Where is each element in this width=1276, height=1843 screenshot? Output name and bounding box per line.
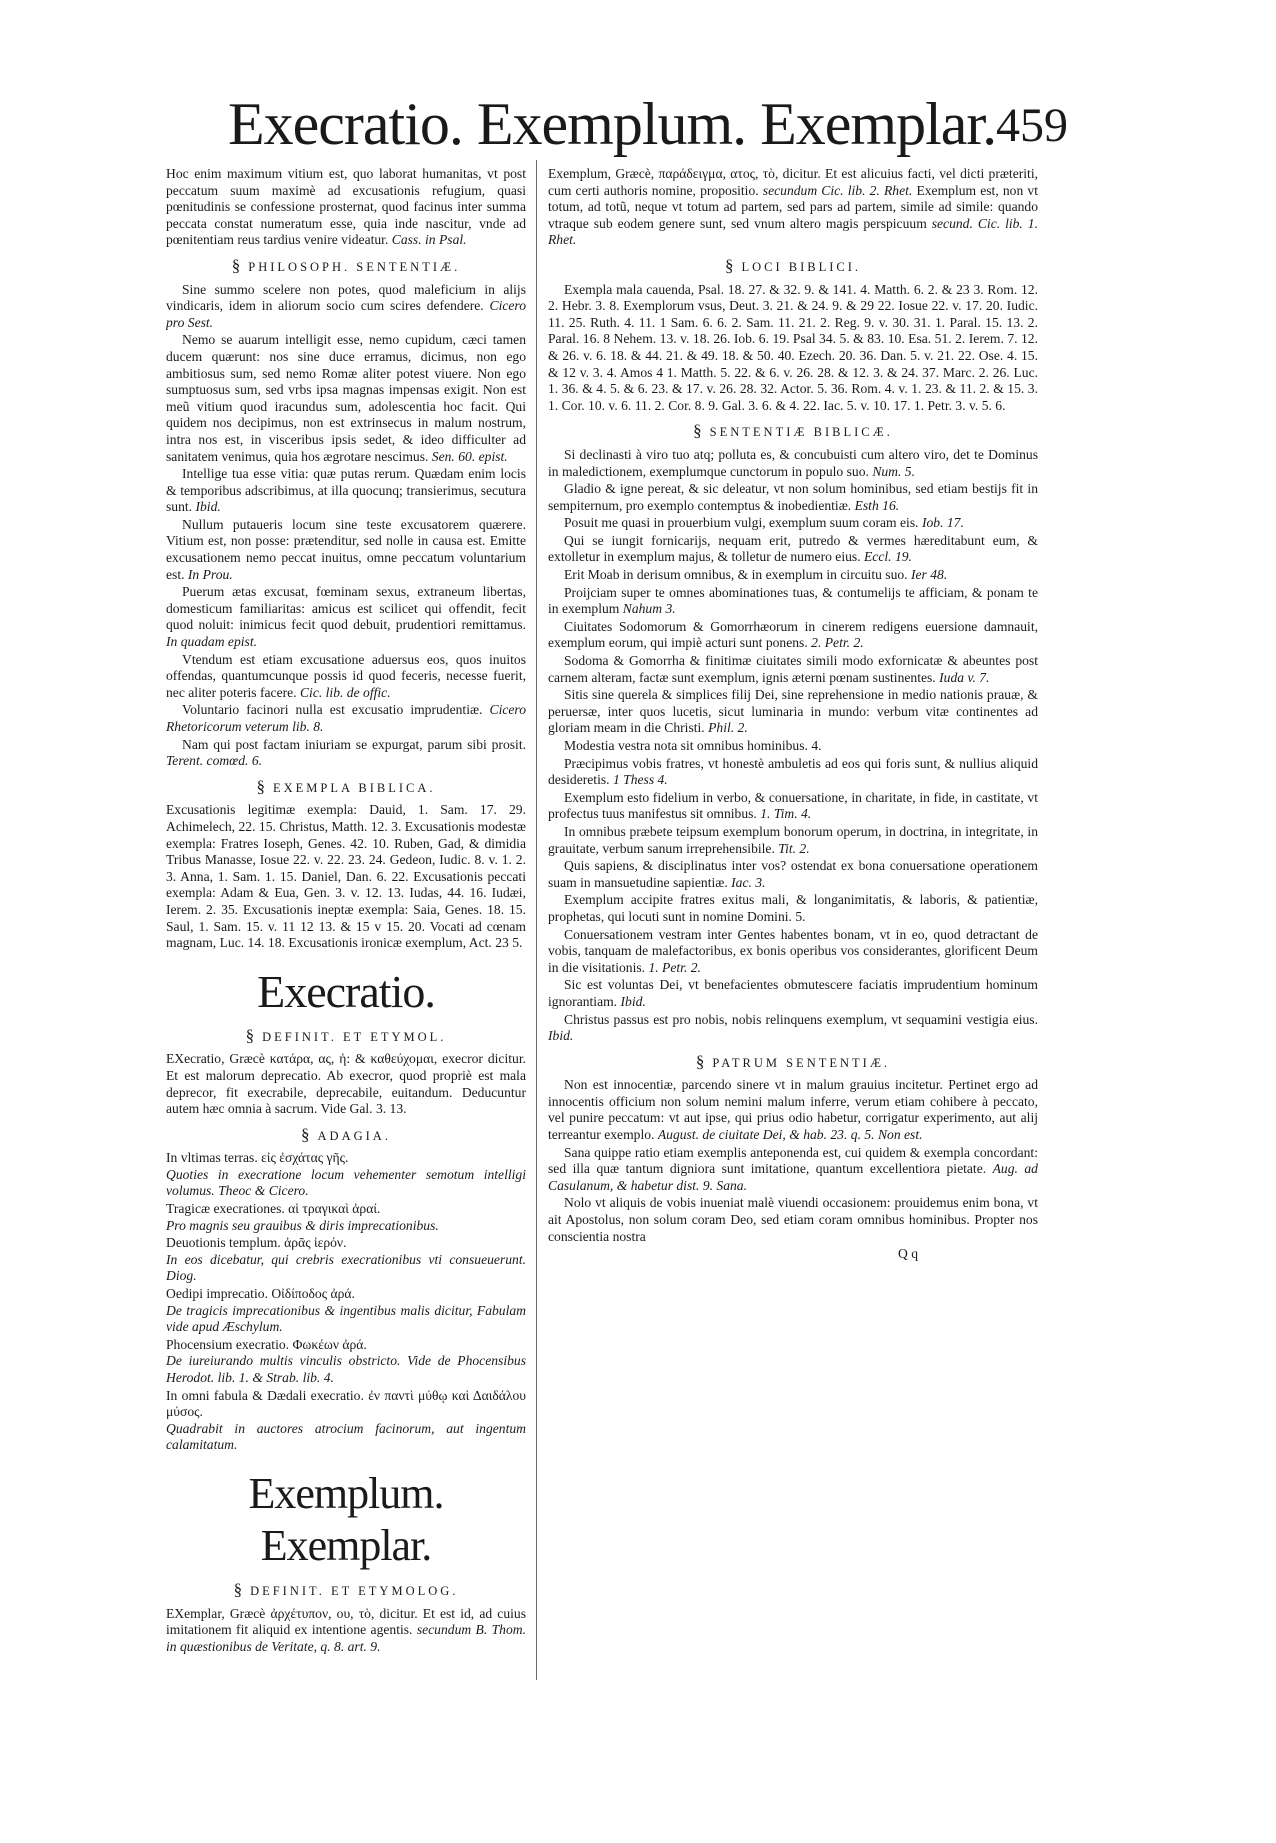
paragraph: In omnibus præbete teipsum exemplum bonorum operum, in doctrina, in integritate, in grauitate, verbum sanum irreprehensibile. Tit. 2. <box>548 823 1038 856</box>
left-column <box>166 166 526 1746</box>
adage: Deuotionis templum. ἀρᾶς ἱερόν. In eos dicebatur, qui crebris execrationibus vti consueuerunt. Diog. <box>166 1235 526 1284</box>
paragraph: Exemplum, Græcè, παράδειγμα, ατος, τὸ, dicitur. Et est alicuius facti, vel dicti præteriti, cum certi authoris nomine, propositio. secundum Cic. lib. 2. Rhet. Exemplum est, non vt totum, ad totũ, neque vt totum ad partem, sed pars ad partem, simile ad simile: quando vtraque sub eodem genere sunt, sed vnum altero magis perspicuum secund. Cic. lib. 1. Rhet. <box>548 166 1038 248</box>
paragraph: Ciuitates Sodomorum & Gomorrhæorum in cinerem redigens euersione damnauit, exemplum eorum, qui impiè acturi sunt ponens. 2. Petr. 2. <box>548 618 1038 651</box>
right-column <box>548 166 1038 1816</box>
column-rule <box>536 160 537 1680</box>
paragraph: EXemplar, Græcè ἀρχέτυπον, ου, τὸ, dicitur. Et est id, ad cuius imitationem fit aliquid ex intentione agentis. secundum B. Thom. in quæstionibus de Veritate, q. 8. art. 9. <box>166 1605 526 1654</box>
paragraph: Præcipimus vobis fratres, vt honestè ambuletis ad eos qui foris sunt, & nullius aliquid desideretis. 1 Thess 4. <box>548 755 1038 788</box>
section-heading-exempla: § EXEMPLA BIBLICA. <box>256 776 436 796</box>
entry-title-exemplum: Exemplum. Exemplar. <box>248 1468 444 1570</box>
section-heading-philosoph: § PHILOSOPH. SENTENTIÆ. <box>231 255 461 275</box>
paragraph: Voluntario facinori nulla est excusatio imprudentiæ. Cicero Rhetoricorum veterum lib. 8. <box>166 702 526 734</box>
adage: Tragicæ execrationes. αἱ τραγικαὶ ἀραί. Pro magnis seu grauibus & diris imprecationibus. <box>166 1201 439 1233</box>
section-heading-definit2: § DEFINIT. ET ETYMOLOG. <box>233 1579 459 1599</box>
paragraph: Hoc enim maximum vitium est, quo laborat humanitas, vt post peccatum suum maximè ad excusationis refugium, quasi pœnitudinis se confessione prosternat, quod facinus inter summa peccata constat numeratum esse, quia inde nascitur, vnde ad pœnitentiam reus tardius venire videatur. Cass. in Psal. <box>166 166 526 248</box>
paragraph: Nullum putaueris locum sine teste excusatorem quærere. Vitium est, non posse: prætenditur, sed nolle in causa est. Emitte excusationem nemo peccat inuitus, omne peccatum voluntarium est. In Prou. <box>166 516 526 582</box>
section-mark-icon: § <box>724 255 734 275</box>
running-title: Execratio. Exemplum. Exemplar. <box>228 91 997 157</box>
page-number: 459 <box>996 99 1068 152</box>
catchword: nostra <box>612 1228 646 1244</box>
section-heading-patrum: § PATRUM SENTENTIÆ. <box>695 1051 891 1071</box>
paragraph: Qui se iungit fornicarijs, nequam erit, putredo & vermes hæreditabunt eum, & extolletur in exemplum majus, & tolletur de numero eius. Eccl. 19. <box>548 532 1038 565</box>
paragraph: Exemplum accipite fratres exitus mali, & longanimitatis, & laboris, & patientiæ, prophetas, qui locuti sunt in nomine Domini. 5. <box>548 892 1038 924</box>
adage: In vltimas terras. εἰς ἐσχάτας γῆς. Quoties in execratione locum vehementer semotum intelligi volumus. Theoc & Cicero. <box>166 1150 526 1199</box>
paragraph: Nemo se auarum intelligit esse, nemo cupidum, cæci tamen ducem quærunt: nos sine duce erramus, dicimus, non ego ambitiosus sum, sed nemo Romæ aliter potest viuere. Non ego sumptuosus sum, sed vrbs ipsa magnas impensas exigit. Non est meũ vitium quod iracundus sum, adolescentia hoc facit. Qui quidem nos decipimus, non est extrinsecus in malum nostrum, intra nos est, in visceribus ipsis sedet, & ideo difficulter ad sanitatem venimus, quia hos ægrotare nescimus. Sen. 60. epist. <box>166 332 526 464</box>
paragraph: Vtendum est etiam excusatione aduersus eos, quos inuitos offendas, quantumcunque possis id quod feceris, necesse fuerit, nec aliter poteris facere. Cic. lib. de offic. <box>166 651 526 700</box>
paragraph: EXecratio, Græcè κατάρα, ας, ἡ: & καθεύχομαι, execror dicitur. Et est malorum deprecatio. Ab execror, quod propriè est mala deprecor, fit execrabile, deprecabile, euitandum. Deducuntur autem hæc omnia à sacrum. Vide Gal. 3. 13. <box>166 1051 526 1117</box>
paragraph: Sitis sine querela & simplices filij Dei, sine reprehensione in medio nationis prauæ, & peruersæ, inter quos lucetis, sicut luminaria in mundo: verbum vitæ continentes ad gloriam meam in die Christi. Phil. 2. <box>548 687 1038 736</box>
paragraph: Nolo vt aliquis de vobis inueniat malè viuendi occasionem: prouidemus enim bona, vt ait Apostolus, non solum coram Deo, sed etiam coram omnibus hominibus. Propter nos conscientia nostra <box>548 1195 1038 1244</box>
paragraph: Gladio & igne pereat, & sic deleatur, vt non solum hominibus, sed etiam bestijs fit in sempiternum, pro exemplo contemptus & inobedientiæ. Esth 16. <box>548 481 1038 513</box>
section-mark-icon: § <box>233 1579 243 1599</box>
section-heading-adagia: § ADAGIA. <box>301 1124 391 1144</box>
paragraph: Sic est voluntas Dei, vt benefacientes obmutescere faciatis imprudentium hominum ignorantiam. Ibid. <box>548 977 1038 1009</box>
adage: Phocensium execratio. Φωκέων ἀρά. De iureiurando multis vinculis obstricto. Vide de Phocensibus Herodot. lib. 1. & Strab. lib. 4. <box>166 1336 526 1385</box>
paragraph: Sodoma & Gomorrha & finitimæ ciuitates simili modo exfornicatæ & abeuntes post carnem alteram, factæ sunt exemplum, ignis æterni pœnam sustinentes. Iuda v. 7. <box>548 653 1038 685</box>
paragraph: Christus passus est pro nobis, nobis relinquens exemplum, vt sequamini vestigia eius. Ibid. <box>548 1011 1038 1044</box>
section-mark-icon: § <box>695 1051 705 1071</box>
paragraph: Nam qui post factam iniuriam se expurgat, parum sibi prosit. Terent. comœd. 6. <box>166 736 526 769</box>
paragraph: Excusationis legitimæ exempla: Dauid, 1. Sam. 17. 29. Achimelech, 22. 15. Christus, Matth. 12. 3. Excusationis modestæ exempla: Fratres Ioseph, Genes. 42. 10. Ruben, Gad, & dimidia Tribus Manasse, Iosue 22. v. 22. 23. 24. Gedeon, Iudic. 8. v. 1. 2. 3. Anna, 1. Sam. 1. 15. Daniel, Dan. 6. 22. Excusationis peccati exempla: Adam & Eua, Gen. 3. v. 12. 13. Iudas, 44. 16. Iudæi, Ierem. 2. 35. Excusationis ineptæ exempla: Saia, Genes. 18. 15. Saul, 1. Sam. 15. v. 11 12 13. & 15 v 15. 20. Vocati ad cœnam magnam, Luc. 14. 18. Excusationis ironicæ exemplum, Act. 23 5. <box>166 802 526 951</box>
paragraph: Exempla mala cauenda, Psal. 18. 27. & 32. 9. & 141. 4. Matth. 6. 2. & 23 3. Rom. 12. 2. Hebr. 3. 8. Exemplorum vsus, Deut. 3. 21. & 24. 9. & 29 22. Iosue 22. v. 17. 20. Iudic. 11. 25. Ruth. 4. 11. 1 Sam. 6. 6. 2. Sam. 11. 21. 2. Reg. 9. v. 30. 31. 1. Paral. 15. 13. 2. Paral. 16. 8 Nehem. 13. v. 18. 26. Iob. 6. 19. Psal 34. 5. & 83. 10. Esa. 51. 2. Ierem. 7. 12. & 26. v. 6. 18. & 44. 21. & 49. 18. & 50. 40. Ezech. 20. 36. Dan. 5. v. 21. 22. Ose. 4. 15. & 12 v. 3. 4. Amos 4 1. Matth. 5. 22. & 6. v. 26. 28. & 12. 3. & 24. 37. Marc. 2. 26. Luc. 1. 36. & 4. 5. & 6. 23. & 17. v. 26. 28. 32. Actor. 5. 36. Rom. 4. v. 1. 23. & 11. 2. & 15. 3. 1. Cor. 10. v. 6. 11. 2. Cor. 8. 9. Gal. 3. 6. & 4. 22. Iac. 5. v. 10. 17. 1. Petr. 3. v. 5. 6. <box>548 281 1038 413</box>
paragraph: Modestia vestra nota sit omnibus hominibus. 4. <box>564 738 822 753</box>
adage: In omni fabula & Dædali execratio. ἐν παντὶ μύθῳ καὶ Δαιδάλου μύσος. Quadrabit in auctores atrocium facinorum, aut ingentum calamitatum. <box>166 1387 526 1453</box>
paragraph: Puerum ætas excusat, fœminam sexus, extraneum libertas, domesticum familiaritas: amicus est scilicet qui offendit, fecit quod noluit: inimicus fecit quod debuit, prudentiori remittamus. In quadam epist. <box>166 584 526 650</box>
paragraph: Sine summo scelere non potes, quod maleficium in alijs vindicaris, idem in aliorum socio cum scires defendere. Cicero pro Sest. <box>166 281 526 330</box>
paragraph: Intellige tua esse vitia: quæ putas rerum. Quædam enim locis & temporibus adscribimus, at illa quocunq; transierimus, secutura sunt. Ibid. <box>166 466 526 515</box>
section-mark-icon: § <box>256 776 265 796</box>
paragraph: Erit Moab in derisum omnibus, & in exemplum in circuitu suo. Ier 48. <box>564 567 948 583</box>
paragraph: Sana quippe ratio etiam exemplis anteponenda est, cui quidem & exempla concordant: sed illa quæ tantum digniora sunt imitatione, quantum excellentiora pietate. Aug. ad Casulanum, & habetur dist. 9. Sana. <box>548 1144 1038 1193</box>
section-heading-loci: § LOCI BIBLICI. <box>724 255 862 275</box>
paragraph: Non est innocentiæ, parcendo sinere vt in malum grauius incitetur. Pertinet ergo ad innocentis officium non solum nemini malum inferre, verum etiam cohibere à peccato, vel punire peccatum: vt aut ipse, qui prius odio habetur, corrigatur experimento, aut alij terreantur exemplo. August. de ciuitate Dei, & hab. 23. q. 5. Non est. <box>548 1077 1038 1143</box>
adage: Oedipi imprecatio. Οἰδίποδος ἀρά. De tragicis imprecationibus & ingentibus malis dicitur, Fabulam vide apud Æschylum. <box>166 1286 526 1335</box>
section-heading-sententiae: § SENTENTIÆ BIBLICÆ. <box>693 421 893 441</box>
section-mark-icon: § <box>231 255 241 275</box>
signature-mark: Q q <box>897 1246 918 1262</box>
paragraph: Quis sapiens, & disciplinatus inter vos? ostendat ex bona conuersatione operationem suam in mansuetudine sapientiæ. Iac. 3. <box>548 858 1038 890</box>
paragraph: Conuersationem vestram inter Gentes habentes bonam, vt in eo, quod detractant de vobis, tanquam de malefactoribus, ex bonis operibus vos considerantes, glorificent Deum in die visitationis. 1. Petr. 2. <box>548 926 1038 975</box>
section-mark-icon: § <box>301 1124 310 1144</box>
paragraph: Si declinasti à viro tuo atq; polluta es, & concubuisti cum altero viro, det te Dominus in maledictionem, exemplumque cunctorum in populo suo. Num. 5. <box>548 446 1038 479</box>
paragraph: Exemplum esto fidelium in verbo, & conuersatione, in charitate, in fide, in castitate, vt profectus tuus manifestus sit omnibus. 1. Tim. 4. <box>548 789 1038 822</box>
entry-title-execratio: Execratio. <box>257 965 435 1017</box>
section-heading-definit: § DEFINIT. ET ETYMOL. <box>245 1025 447 1045</box>
section-mark-icon: § <box>245 1025 255 1045</box>
page-header <box>228 88 1068 168</box>
paragraph: Posuit me quasi in prouerbium vulgi, exemplum suum coram eis. Iob. 17. <box>564 515 964 531</box>
paragraph: Proijciam super te omnes abominationes tuas, & contumelijs te afficiam, & ponam te in exemplum Nahum 3. <box>548 584 1038 617</box>
section-mark-icon: § <box>693 421 702 441</box>
